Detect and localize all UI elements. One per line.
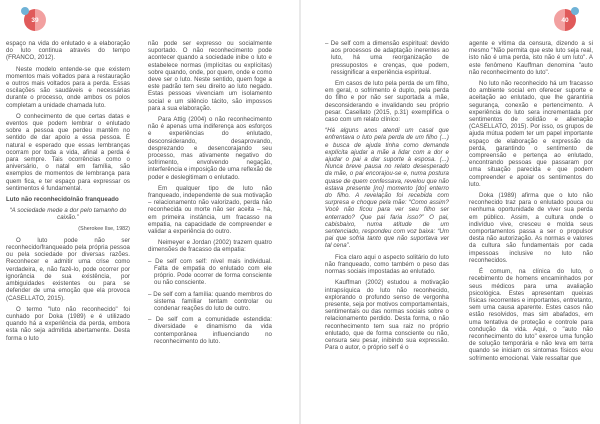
- right-page: [301, 0, 600, 424]
- list-item: – De self com a dimensão espiritual: devido aos processos de adaptação inerentes ao luto, há uma reorganização de pressupostos e crenças, que podem, ressignificar a experiência espiritual.: [325, 40, 449, 76]
- page-number-badge: [24, 9, 46, 31]
- paragraph: O termo "luto não reconhecido" foi cunhado por Doka (1989) e é utilizado quando há a experiência da perda, embora esta não seja admitida abertamente. Desta forma o luto: [6, 305, 130, 342]
- paragraph: não pode ser expresso ou socialmente suportado. O não reconhecimento pode acontecer quando a sociedade inibe o luto e estabelece normas (implícitas ou explícitas) sobre quando, onde, por quem, onde e como deve ser o luto. Neste sentido, quem foge a este padrão tem seu direito ao luto negado. Estas pessoas vivenciam um isolamento social e um silêncio tácito, são impossos para a sua elaboração.: [148, 40, 273, 112]
- text-column: [469, 40, 593, 366]
- epigraph-source: (Sherokee Ilse, 1982): [78, 225, 130, 232]
- paragraph: Kauffman (2002) estudou a motivação intrapsíquica do luto não reconhecido, explorando o profundo senso de vergonha presente, seja por motivos comportamentais, sentimentais ou das normas sociais sobre o relacionamento perdido. Desta forma, o não reconhecimento tem sua raiz no próprio enlutado, que de forma consciente ou não, censura seu pesar, inibindo sua expressão. Para o autor, o próprio self é o: [325, 279, 449, 352]
- paragraph: O conhecimento de que certas datas e eventos que podem lembrar o enlutado sobre a pessoa que perdeu mantêm no sentido de dar apoio a essa pessoa. É natural e esperado que essas lembranças ocorram por toda a vida, afinal a perda é para sempre. Tais ocorrências como o aniversário, o natal em família, são exemplos de momentos de lembrança para quem fica, e ter espaço para expressar os sentimentos é fundamental.: [6, 112, 130, 192]
- decorative-dot-icon: [21, 7, 29, 15]
- block-quote: “Há alguns anos atendi um casal que enfrentava o luto pela perda de um filho (...) e busca de ajuda tinha como demanda explícita ajudar a mãe a lidar com a dor e ajudar o pai a dar suporte à esposa. (...) Nunca breve pausa no relato desesperado da mãe, o pai encorajou-se e, numa postura quase de quem confessava, revelou que não estava presente [no] momento [do] enterro do filho. A revelação foi recebida com surpresa e choque pela mãe: “Como assim? Você não ficou para ver seu filho ser enterrado? Que pai faria isso?” O pai, cabisbaixo, numa atitude de um sentenciado, respondeu com voz baixa: “Um pai que sofria tanto que não suportava ver tal cena”.: [325, 127, 449, 250]
- paragraph: Fica claro aqui o aspecto solitário do luto não franqueado, como também o peso das normas sociais impostadas ao enlutado.: [325, 253, 449, 276]
- section-heading: Luto não reconhecido/não franqueado: [6, 196, 119, 204]
- page-number: 39: [31, 16, 39, 24]
- paragraph: espaço na vida do enlutado e a elaboração do luto continua através do tempo (FRANCO, 2012).: [6, 40, 130, 62]
- paragraph: Em casos de luto pela perda de um filho, em geral, o sofrimento é duplo, pela perda do filho e por não ser suportada a mãe, desconsiderando e invalidando seu próprio pesar. Casellato (2015, p.31) exemplifica o caso com um relato clínico:: [325, 80, 449, 124]
- epigraph-quote: “A sociedade mede a dor pelo tamanho do caixão.”: [9, 207, 127, 222]
- paragraph: Doka (1989) afirma que o luto não reconhecido traz para o enlutado pouca ou nenhuma oportunidade de viver sua perda em público. Assim, a cultura onde o indivíduo vive, cresceu e molda seus comportamentos passa a ser o propulsor desta não autorização. As normas e valores da cultura são fundamentais por cada impessoas inclusive no luto não reconhecidos.: [469, 192, 593, 264]
- paragraph: Em qualquer tipo de luto não franqueado, independente de sua motivação – relacionamento não valorizado, perda não reconhecida ou morte não ser aceita – há, em primeira instância, um fracasso na empatia, na capacidade de compreender e validar a experiência do outro.: [148, 184, 272, 236]
- paragraph: agente e vítima da censura, dizendo a si mesmo "Não permita que este luto seja real, isto não é uma perda, isto não é um luto". A este fenômeno Kauffman denomina "auto não reconhecimento do luto".: [469, 40, 593, 76]
- paragraph: Neimeyer e Jordan (2002) trazem quatro dimensões de fracasso da empatia:: [148, 239, 272, 254]
- paragraph: O luto pode não ser reconhecido/franqueado pela própria pessoa ou pela sociedade por diversas razões. Reconhecer e admitir uma crise como verdadeira, e, não fazê-lo, pode ocorrer por ignorância de sua existência, por ambiguidades existentes ou para se defender de uma emoção que ela provoca (CASELLATO, 2015).: [6, 236, 130, 302]
- page-number: 40: [561, 16, 569, 24]
- paragraph: No luto não reconhecido há um fracasso do ambiente social em oferecer suporte e aceitação ao enlutado, que lhe garantiria segurança, conexão e pertencimento. A experiência do luto sera incrementada por sentimentos de solidão e alienação (CASELLATO, 2015). Por isso, os grupos de ajuda mútua podem ter um papel importante espaço de elaboração e expressão da perda, garantindo o sentimento de compreensão e pertença ao enlutado, encontrando pessoas que passaram por uma situação parecida e que podem compreender e apoiar os sentimentos do luto.: [469, 80, 593, 188]
- list-item: – De self com a comunidade estendida: diversidade e dinamismo da vida contemporânea influenciando no reconhecimento do luto.: [148, 316, 272, 345]
- paragraph: Para Attig (2004) o não reconhecimento não é apenas uma indiferença aos esforços e experiências do enlutado, desconsiderando, desaprovando, desprezando e desencorajando seu processo, mas ativamente negativo do sofrimento, envolvendo negação, interferência e imposição de uma reflexão de poder e deslegitimam o enlutado.: [148, 116, 272, 181]
- page-number-badge: [554, 9, 576, 31]
- text-column: [148, 40, 272, 349]
- list-item: – De self com self: nível mais individual. Falta de empatia do enlutado com ele próprio. Pode ocorrer de forma consciente ou não consciente.: [148, 257, 272, 287]
- text-column: [325, 40, 449, 355]
- paragraph: É comum, na clínica do luto, o recebimento de homens encaminhados por seus médicos para uma avaliação psicológica. Estes apresentam queixas físicas recorrentes e importantes, entretanto, sem uma causa aparente. Estes casos não estão resolvidos, mas sim abafados, em uma tentativa de proteção e controle para condução da vida. Aqui, o "auto não reconhecimento do luto" exerce uma função de solução temporária e não leva em terra quando se iniciam os sintomas físicos e/ou sofrimento emocional. Vale ressaltar que: [469, 268, 593, 362]
- paragraph: Neste modelo entende-se que existem momentos mais voltados para a restauração e outros mais voltados para a perda. Essas oscilações são saudáveis e necessárias durante o processo, onde ambos os polos completam a unidade chamada luto.: [6, 65, 130, 109]
- text-column: [6, 40, 130, 346]
- decorative-dot-icon: [571, 7, 579, 15]
- left-page: [0, 0, 299, 424]
- list-item: – De self com a família: quando membros do sistema familiar tentam controlar ou condenar reações do luto de outro.: [148, 290, 272, 312]
